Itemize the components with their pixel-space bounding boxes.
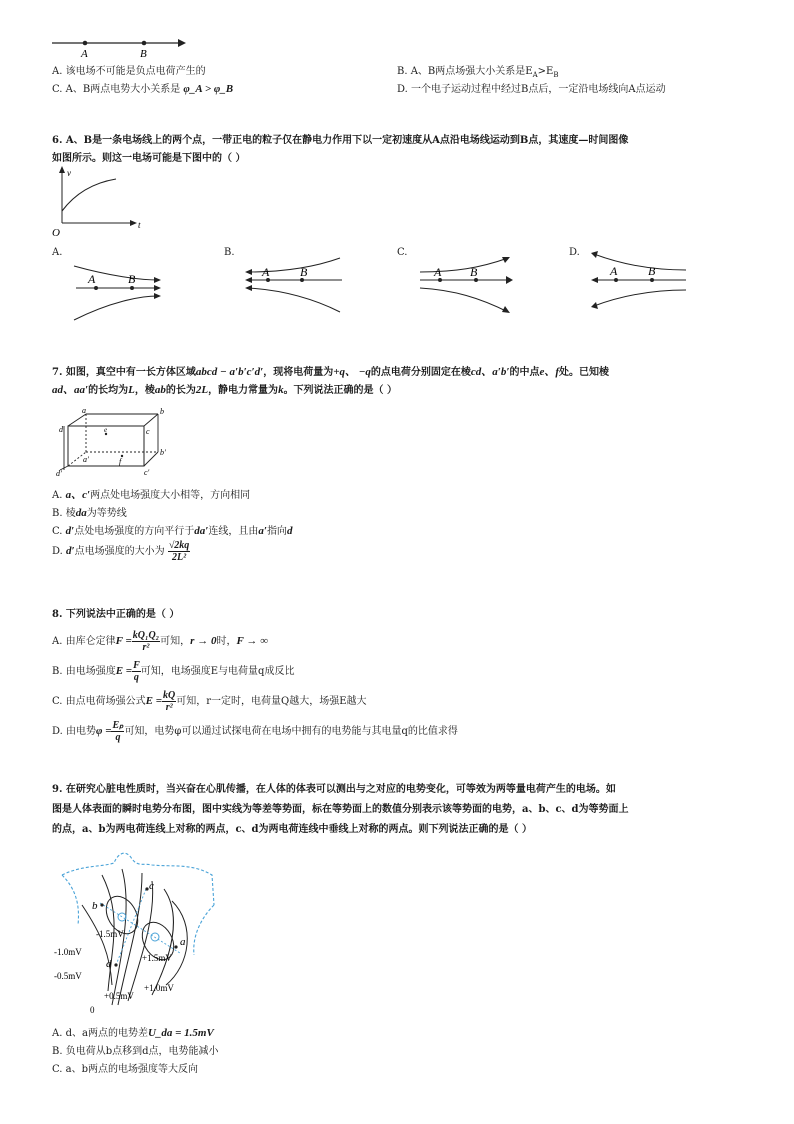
q9-option-a[interactable]: A. d、a两点的电势差U_da = 1.5mV [52,1027,214,1039]
q8-option-c[interactable]: C. 由点电荷场强公式E = $\frac{kQ}{\text{r²}}$ 可知，r一定时，电荷量Q越大，场强E越大 [52,690,367,713]
q5-label-b: B [140,48,147,60]
q8-option-a[interactable]: A. 由库仑定律F = $\frac{\text{kQ₁Q₂}}{\text{r²}}$ 可知，r → 0时，F → ∞ [52,630,268,653]
q9-option-b[interactable]: B. 负电荷从b点移到d点，电势能减小 [52,1046,219,1057]
svg-text:A: A [88,272,96,286]
q5-option-d[interactable]: D. 一个电子运动过程中经过B点后，一定沿电场线向A点运动 [397,84,666,95]
q5-point-a [83,41,88,46]
q9-potential-map-figure [52,845,222,1015]
q7-option-c[interactable]: C. d′点处电场强度的方向平行于da′连线，且由a′指向d [52,525,293,537]
svg-text:b: b [160,407,164,416]
svg-text:A: A [262,265,270,279]
svg-text:A: A [434,265,442,279]
svg-text:+1.0mV: +1.0mV [144,983,174,993]
q7-question-line1: 7. 如图，真空中有一长方体区域abcd − a′b′c′d′，现将电荷量为+q、 −q的点电荷分别固定在棱cd、a′b′的中点e、f处。已知棱 [52,366,610,378]
q7-cuboid-figure [56,406,176,478]
q6-option-c-label[interactable]: C. [397,247,408,258]
svg-text:0: 0 [90,1005,95,1015]
svg-text:-0.5mV: -0.5mV [54,971,82,981]
svg-text:B: B [470,265,478,279]
svg-text:d′: d′ [56,469,62,478]
q6-option-b-label[interactable]: B. [224,247,235,258]
svg-text:v: v [67,168,71,178]
svg-text:d: d [59,425,63,434]
q6-field-option-a[interactable] [70,256,180,326]
q5-label-a: A [81,48,88,60]
svg-text:b′: b′ [160,448,166,457]
q7-option-a[interactable]: A. a、c′两点处电场强度大小相等，方向相同 [52,489,251,501]
q9-question-line2: 图是人体表面的瞬时电势分布图，图中实线为等差等势面，标在等势面上的数值分别表示该等势面的电势，a、b、c、d为等势面上 [52,804,629,815]
q6-question-line1: 6. A、B是一条电场线上的两个点，一带正电的粒子仅在静电力作用下以一定初速度从A点沿电场线运动到B点，其速度—时间图像 [52,135,629,146]
q7-question-line2: ad、aa′的长均为L，棱ab的长为2L，静电力常量为k。下列说法正确的是（ ） [52,384,398,396]
q9-question-line1: 9. 在研究心脏电性质时，当兴奋在心肌传播，在人体的体表可以测出与之对应的电势变化，可等效为两等量电荷产生的电场。如 [52,784,616,795]
q8-option-d[interactable]: D. 由电势φ = $\frac{\text{Eₚ}}{q}$ 可知，电势φ可以通过试探电荷在电场中拥有的电势能与其电量q的比值求得 [52,720,458,743]
svg-text:B: B [648,264,656,278]
svg-text:+0.5mV: +0.5mV [104,991,134,1001]
q5-field-line-figure [50,33,190,63]
svg-text:e: e [104,426,108,434]
svg-text:a: a [180,936,186,948]
q8-option-b[interactable]: B. 由电场强度E = $\frac{F}{q}$ 可知，电场强度E与电荷量q成反比 [52,660,295,683]
svg-text:+1.5mV: +1.5mV [142,953,172,963]
svg-text:c: c [146,427,150,436]
q7-option-d[interactable]: D. d′点电场强度的大小为 $\frac{√2kq}{\text{2L²}}$ [52,540,190,563]
svg-text:B: B [300,265,308,279]
svg-text:a′: a′ [83,455,89,464]
q5-point-b [142,41,147,46]
q6-question-line2: 如图所示。则这一电场可能是下图中的（ ） [52,153,246,164]
svg-text:d: d [106,958,112,970]
q6-option-a-label[interactable]: A. [52,247,63,258]
q5-option-a[interactable]: A. 该电场不可能是负点电荷产生的 [52,66,206,77]
svg-text:f: f [119,457,122,466]
q5-option-b[interactable]: B. A、B两点场强大小关系是$E_A>E_B$ [397,66,559,79]
svg-text:a: a [82,406,86,415]
svg-text:A: A [610,264,618,278]
q6-option-d-label[interactable]: D. [569,247,580,258]
q8-question-title: 8. 下列说法中正确的是（ ） [52,609,180,620]
q6-field-option-c[interactable] [414,256,524,326]
svg-text:c: c [149,880,154,892]
svg-text:B: B [128,272,136,286]
svg-text:-1.0mV: -1.0mV [54,947,82,957]
q7-option-d-fraction: $\frac{√2kq}{\text{2L²}}$ [168,540,190,563]
q7-option-b[interactable]: B. 棱da为等势线 [52,507,127,519]
q6-velocity-time-graph [50,165,150,245]
q6-field-option-d[interactable] [586,248,696,318]
svg-text:-1.5mV: -1.5mV [96,929,124,939]
q6-field-option-b[interactable] [242,256,352,326]
svg-text:c′: c′ [144,468,150,477]
svg-text:O: O [52,227,60,239]
q5-option-c[interactable]: C. A、B两点电势大小关系是 φ_A > φ_B [52,83,234,95]
svg-text:b: b [92,900,98,912]
svg-text:t: t [138,220,141,230]
q9-option-c[interactable]: C. a、b两点的电场强度等大反向 [52,1064,199,1075]
q9-question-line3: 的点，a、b为两电荷连线上对称的两点，c、d为两电荷连线中垂线上对称的两点。则下列说法正确的是（ ） [52,824,533,835]
